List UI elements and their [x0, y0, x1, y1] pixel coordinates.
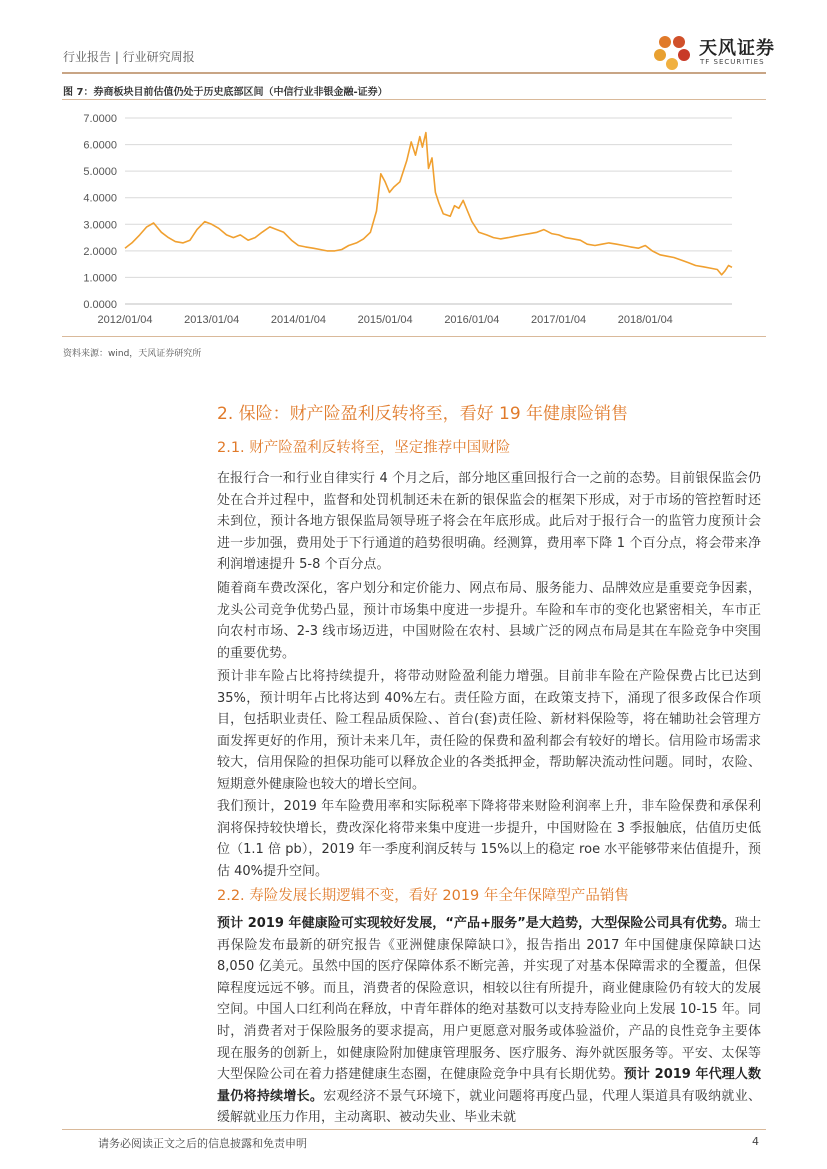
footer-divider: [62, 1129, 766, 1130]
page-number: 4: [752, 1135, 759, 1148]
bold-lead-2: 预计 2019 年代理人数量仍将持续增长。: [217, 1067, 761, 1104]
logo-text-en: TF SECURITIES: [700, 58, 765, 66]
paragraph-2-1-a: 在报行合一和行业自律实行 4 个月之后，部分地区重回报行合一之前的态势。目前银保监会仍处在合并过程中，监督和处罚机制还未在新的银保监会的框架下形成，对于市场的管控暂时还未到位，预计各地方银保监局领导班子将会在年底形成。此后对于报行合一的监管力度预计会进一步加强，费用处于下行通道的趋势很明确。经测算，费用率下降 1 个百分点，将会带来净利润增速提升 5-8 个百分点。: [217, 471, 761, 573]
body-text-2: 宏观经济不景气环境下，就业问题将再度凸显，代理人渠道具有吸纳就业、缓解就业压力作用，主动离职、被动失业、毕业未就: [217, 1088, 761, 1126]
x-tick-label: 2014/01/04: [270, 314, 326, 326]
y-tick-label: 1.0000: [83, 272, 117, 285]
logo-petal-3: [654, 49, 666, 61]
y-tick-label: 4.0000: [83, 192, 117, 205]
y-tick-label: 7.0000: [83, 113, 117, 125]
bold-lead-1: 预计 2019 年健康险可实现较好发展，“产品+服务”是大趋势，大型保险公司具有优势。: [217, 916, 735, 931]
x-tick-label: 2017/01/04: [531, 314, 587, 326]
subsection-title-2-2: 2.2. 寿险发展长期逻辑不变，看好 2019 年全年保障型产品销售: [217, 888, 629, 904]
x-tick-label: 2015/01/04: [357, 314, 413, 326]
paragraph-2-1-b: 随着商车费改深化，客户划分和定价能力、网点布局、服务能力、品牌效应是重要竞争因素，龙头公司竞争优势凸显，预计市场集中度进一步提升。车险和车市的变化也紧密相关，车市正向农村市场、2-3 线市场迈进，中国财险在农村、县域广泛的网点布局是其在车险竞争中突围的重要优势。: [217, 581, 761, 661]
x-tick-label: 2012/01/04: [97, 314, 153, 326]
subsection-title-2-1: 2.1. 财产险盈利反转将至，坚定推荐中国财险: [217, 440, 511, 456]
paragraph-2-2-a: [217, 913, 761, 1129]
paragraph-2-1-c: 预计非车险占比将持续提升，将带动财险盈利能力增强。目前非车险在产险保费占比已达到 35%，预计明年占比将达到 40%左右。责任险方面，在政策支持下，涌现了很多政保合作项目，包括职业责任、险工程品质保险、、首台(套)责任险、新材料保险等，将在辅助社会管理方面发挥更好的作用，预计未来几年，责任险的保费和盈利都会有较好的增长。信用险市场需求较大，信用保险的担保功能可以释放企业的各类抵押金，帮助解决流动性问题。同时，农险、短期意外健康险也较大的增长空间。: [217, 669, 761, 792]
y-tick-label: 0.0000: [83, 299, 117, 311]
y-tick-label: 2.0000: [83, 245, 117, 258]
series-line: [125, 133, 732, 275]
header-divider: [62, 72, 766, 74]
section-title: 2. 保险：财产险盈利反转将至，看好 19 年健康险销售: [217, 404, 629, 424]
y-tick-label: 6.0000: [83, 139, 117, 152]
logo-petal-4: [678, 49, 690, 61]
body-text-1: 瑞士再保险发布最新的研究报告《亚洲健康保障缺口》，报告指出 2017 年中国健康保障缺口达 8,050 亿美元。虽然中国的医疗保障体系不断完善，并实现了对基本保障需求的全覆盖，但保障程度远远不够。而且，消费者的保险意识，相较以往有所提升，商业健康险仍有较大的发展空间。中国人口红利尚在释放，中青年群体的绝对基数可以支持寿险业向上发展 10-15 年。同时，消费者对于保险服务的要求提高，用户更愿意对服务或体验溢价，产品的良性竞争主要体现在服务的创新上，如健康险附加健康管理服务、医疗服务、海外就医服务等。平安、太保等大型保险公司在着力搭建健康生态圈，在健康险竞争中具有长期优势。: [217, 916, 761, 1083]
x-tick-label: 2013/01/04: [184, 314, 240, 326]
logo-petal-1: [659, 36, 671, 48]
figure-top-divider: [62, 99, 766, 100]
paragraph-2-1-d: 我们预计，2019 年车险费用率和实际税率下降将带来财险利润率上升，非车险保费和承保利润将保持较快增长，费改深化将带来集中度进一步提升，中国财险在 3 季报触底，估值历史低位（1.1 倍 pb），2019 年一季度利润反转与 15%以上的稳定 roe 水平能够带来估值提升，预估 40%提升空间。: [217, 799, 761, 879]
logo-text-cn: 天风证券: [699, 38, 775, 59]
logo-petal-2: [673, 36, 685, 48]
logo-center: [669, 49, 675, 55]
x-tick-label: 2018/01/04: [617, 314, 673, 326]
y-tick-label: 5.0000: [83, 166, 117, 179]
figure-source: 资料来源：wind，天风证券研究所: [63, 349, 202, 359]
report-type-label: 行业报告 | 行业研究周报: [63, 50, 195, 64]
logo-petal-5: [666, 58, 678, 70]
pb-line-chart: [62, 104, 766, 334]
y-tick-label: 3.0000: [83, 219, 117, 232]
figure-caption: 图 7：券商板块目前估值仍处于历史底部区间（中信行业非银金融-证券）: [63, 87, 388, 98]
x-tick-label: 2016/01/04: [444, 314, 500, 326]
disclaimer-text: 请务必阅读正文之后的信息披露和免责申明: [98, 1137, 307, 1150]
figure-bottom-divider: [62, 336, 766, 337]
